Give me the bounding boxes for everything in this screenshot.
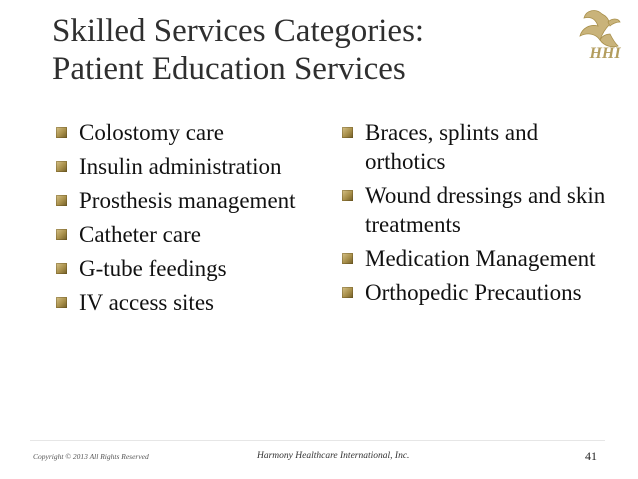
square-bullet-icon bbox=[342, 287, 353, 298]
list-item bbox=[342, 181, 612, 239]
page-number: 41 bbox=[585, 449, 597, 463]
list-item bbox=[342, 244, 612, 273]
list-item bbox=[56, 118, 321, 147]
title-line-2: Patient Education Services bbox=[52, 51, 406, 87]
title-line-1: Skilled Services Categories: bbox=[52, 13, 425, 49]
slide-footer bbox=[0, 448, 638, 472]
list-item-text: Catheter care bbox=[79, 222, 201, 247]
right-bullet-list bbox=[342, 118, 612, 312]
list-item bbox=[56, 186, 321, 215]
left-bullet-list bbox=[56, 118, 321, 322]
square-bullet-icon bbox=[56, 127, 67, 138]
list-item-text: Colostomy care bbox=[79, 120, 224, 145]
square-bullet-icon bbox=[56, 161, 67, 172]
square-bullet-icon bbox=[56, 297, 67, 308]
list-item-text: Braces, splints and orthotics bbox=[365, 120, 539, 174]
list-item bbox=[56, 254, 321, 283]
list-item-text: G-tube feedings bbox=[79, 256, 227, 281]
logo-text: HHI bbox=[589, 45, 621, 62]
footer-divider bbox=[30, 440, 605, 441]
square-bullet-icon bbox=[56, 229, 67, 240]
slide-title bbox=[52, 12, 532, 88]
copyright-text: Copyright © 2013 All Rights Reserved bbox=[33, 452, 149, 461]
square-bullet-icon bbox=[342, 253, 353, 264]
square-bullet-icon bbox=[56, 263, 67, 274]
list-item bbox=[56, 152, 321, 181]
list-item-text: Medication Management bbox=[365, 246, 596, 271]
square-bullet-icon bbox=[342, 127, 353, 138]
hhi-logo bbox=[572, 6, 630, 74]
list-item-text: Insulin administration bbox=[79, 154, 282, 179]
list-item-text: IV access sites bbox=[79, 290, 214, 315]
dove-icon bbox=[580, 11, 620, 47]
list-item-text: Prosthesis management bbox=[79, 188, 296, 213]
list-item bbox=[342, 118, 612, 176]
square-bullet-icon bbox=[342, 190, 353, 201]
list-item bbox=[56, 288, 321, 317]
square-bullet-icon bbox=[56, 195, 67, 206]
list-item bbox=[342, 278, 612, 307]
list-item-text: Wound dressings and skin treatments bbox=[365, 183, 606, 237]
company-name: Harmony Healthcare International, Inc. bbox=[257, 451, 410, 461]
list-item-text: Orthopedic Precautions bbox=[365, 280, 582, 305]
list-item bbox=[56, 220, 321, 249]
